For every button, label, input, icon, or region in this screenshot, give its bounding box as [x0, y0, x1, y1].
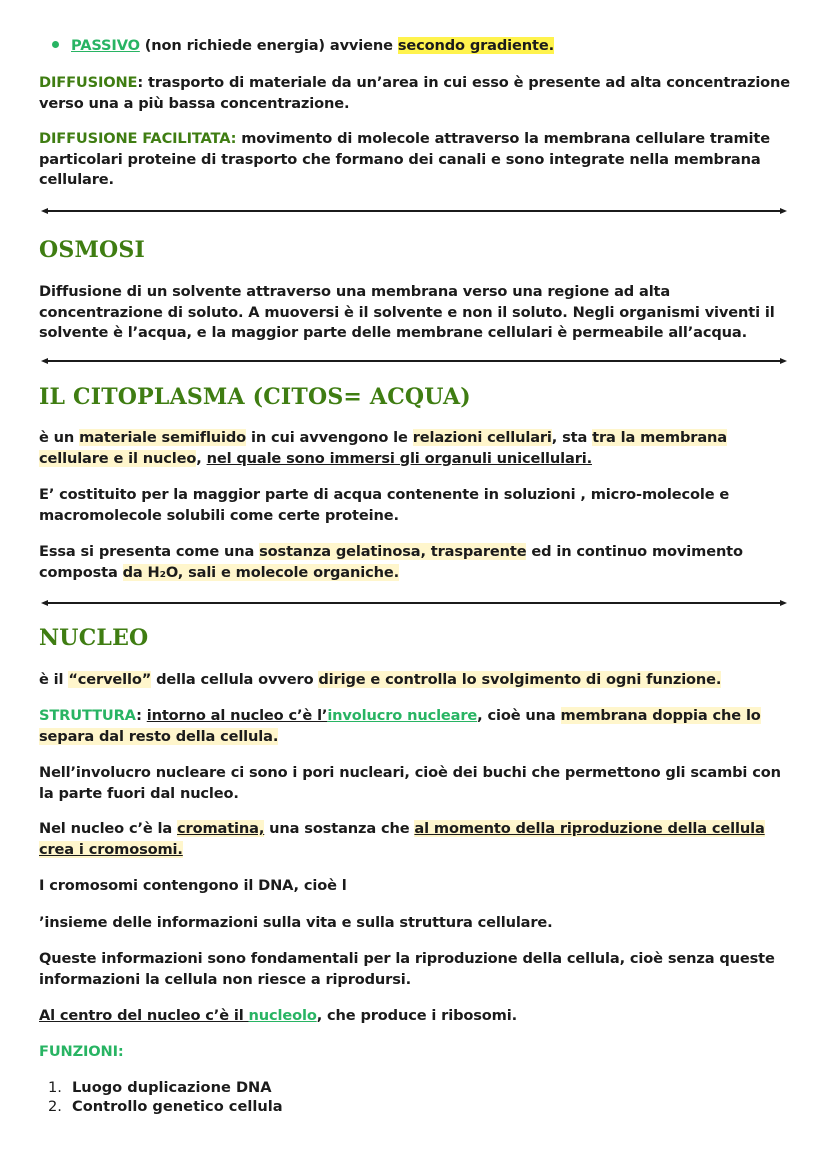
bullet-dot-icon: [52, 41, 59, 48]
highlight-span: dirige e controlla lo svolgimento di ogni funzione.: [318, 671, 722, 688]
nucleo-cromatina: [39, 819, 791, 860]
struttura-term: STRUTTURA: [39, 707, 137, 724]
diffusione-facilitata-text: movimento di molecole attraverso la membrana cellulare tramite particolari proteine di trasporto che formano dei canali e sono integrate nella membrana cellulare.: [39, 130, 770, 188]
list-item: [39, 1078, 283, 1097]
funzioni-list: [39, 1078, 283, 1116]
diffusione-facilitata-term: DIFFUSIONE FACILITATA:: [39, 130, 237, 147]
nucleo-heading: NUCLEO: [39, 625, 149, 651]
passivo-term[interactable]: PASSIVO: [71, 37, 140, 54]
highlight-span: “cervello”: [68, 671, 152, 688]
nucleo-nucleolo: [39, 1006, 791, 1027]
text-span: della cellula ovvero: [151, 671, 319, 688]
nucleo-pori: Nell’involucro nucleare ci sono i pori nucleari, cioè dei buchi che permettono gli scambi con la parte fuori dal nucleo.: [39, 764, 781, 802]
highlight-span: da H₂O, sali e molecole organiche.: [122, 563, 399, 581]
passivo-highlight: secondo gradiente.: [397, 37, 554, 54]
list-item-text: Controllo genetico cellula: [72, 1098, 283, 1115]
highlight-span: cromatina,: [177, 820, 265, 837]
involucro-nucleare-link[interactable]: involucro nucleare: [327, 707, 478, 724]
text-span: è il: [39, 671, 69, 688]
osmosi-heading: OSMOSI: [39, 237, 145, 263]
highlight-span: membrana doppia che lo separa dal resto della cellula.: [39, 707, 761, 745]
divider: [41, 207, 787, 215]
highlight-span: sostanza gelatinosa, trasparente: [259, 543, 527, 560]
osmosi-paragraph: Diffusione di un solvente attraverso una membrana verso una regione ad alta concentrazione di soluto. A muoversi è il solvente e non il soluto. Negli organismi viventi il solvente è l’acqua, e la maggior parte delle membrane cellulari è permeabile all’acqua.: [39, 283, 775, 341]
nucleo-struttura: [39, 706, 791, 747]
list-number: 1.: [48, 1079, 62, 1096]
text-span: è un: [39, 429, 80, 446]
funzioni-label: FUNZIONI:: [39, 1043, 124, 1060]
nucleo-informazioni: Queste informazioni sono fondamentali per la riproduzione della cellula, cioè senza queste informazioni la cellula non riesce a riprodursi.: [39, 950, 775, 988]
text-span: , cioè una: [477, 707, 561, 724]
text-span: Essa si presenta come una: [39, 543, 260, 560]
highlight-span: materiale semifluido: [79, 429, 247, 446]
nucleo-insieme: ’insieme delle informazioni sulla vita e sulla struttura cellulare.: [39, 914, 553, 931]
highlight-span: al momento della riproduzione della cellula crea i cromosomi.: [39, 820, 765, 858]
text-span: in cui avvengono le: [246, 429, 413, 446]
nucleo-definition: [39, 670, 791, 691]
highlight-span: relazioni cellulari: [412, 429, 552, 446]
underline-span: intorno al nucleo c’è l’: [146, 707, 328, 724]
text-span: :: [136, 707, 147, 724]
passivo-bullet: [52, 36, 554, 56]
text-span: Nel nucleo c’è la: [39, 820, 178, 837]
underline-span: Al centro del nucleo c’è il: [39, 1007, 249, 1024]
nucleo-cromosomi: I cromosomi contengono il DNA, cioè l: [39, 877, 347, 894]
passivo-text: (non richiede energia) avviene: [139, 37, 398, 54]
diffusione-text: : trasporto di materiale da un’area in cui esso è presente ad alta concentrazione verso una a più bassa concentrazione.: [39, 74, 791, 112]
text-span: ,: [196, 449, 207, 467]
text-span: , che produce i ribosomi.: [316, 1007, 517, 1024]
list-item: [39, 1097, 283, 1116]
divider: [41, 599, 787, 607]
citoplasma-description: [39, 542, 791, 583]
underline-span: nel quale sono immersi gli organuli unicellulari.: [206, 449, 592, 467]
diffusione-term: DIFFUSIONE: [39, 74, 138, 91]
text-span: , sta: [551, 429, 593, 446]
citoplasma-heading: IL CITOPLASMA (CITOS= ACQUA): [39, 384, 471, 410]
list-number: 2.: [48, 1098, 62, 1115]
list-item-text: Luogo duplicazione DNA: [72, 1079, 272, 1096]
citoplasma-composition: E’ costituito per la maggior parte di acqua contenente in soluzioni , micro-molecole e macromolecole solubili come certe proteine.: [39, 486, 730, 524]
text-span: ed in continuo movimento composta: [39, 543, 743, 581]
text-span: una sostanza che: [264, 820, 415, 837]
diffusione-paragraph: [39, 73, 791, 114]
divider: [41, 357, 787, 365]
nucleolo-link[interactable]: nucleolo: [248, 1007, 317, 1024]
highlight-span: tra la membrana cellulare e il nucleo: [39, 429, 727, 467]
diffusione-facilitata-paragraph: [39, 129, 791, 191]
citoplasma-definition: [39, 428, 791, 469]
